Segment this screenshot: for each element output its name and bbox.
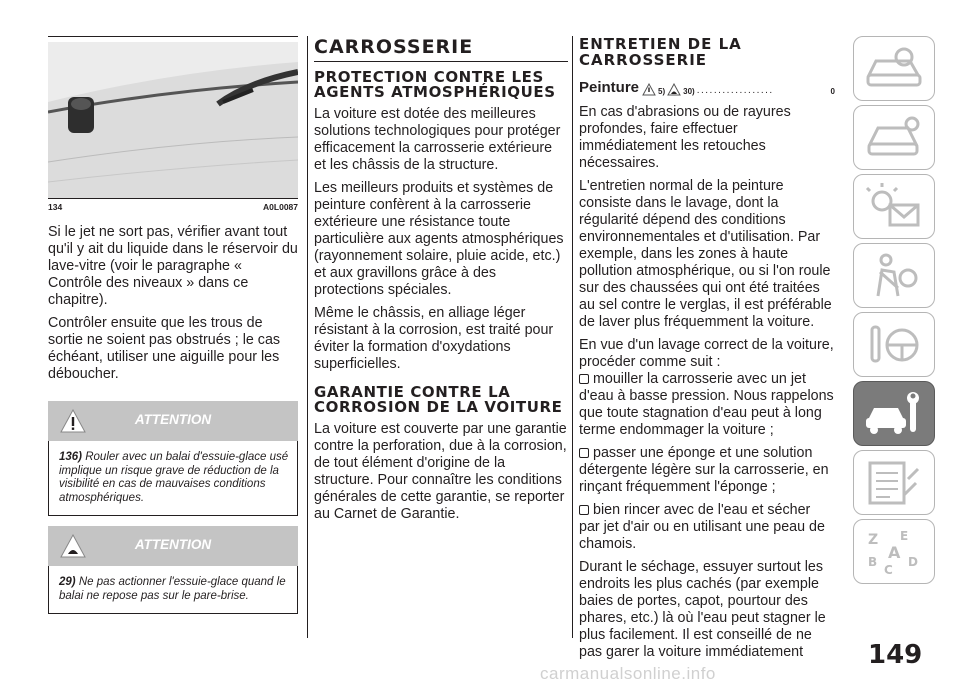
- bullet-checkbox-icon: [579, 505, 589, 515]
- reference-marker: 30): [683, 87, 695, 96]
- paragraph: Les meilleurs produits et systèmes de peinture confèrent à la carrosserie extérieure une résistance toute particulière aux agents atmosphériques (rayonnement solaire, pluie acide, etc.) et aux gravillons grâce à des protections spéciales.: [314, 180, 564, 298]
- figure-code: A0L0087: [263, 202, 298, 212]
- paragraph: En cas d'abrasions ou de rayures profondes, faire effectuer immédiatement les retouches nécessaires.: [579, 104, 791, 171]
- column-2: [314, 36, 568, 529]
- paragraph: La voiture est dotée des meilleures solutions technologiques pour protéger efficacement la carrosserie extérieure et les châssis de la structure.: [314, 106, 561, 173]
- seatbelt-airbag-icon: [864, 252, 924, 300]
- tab-index[interactable]: [853, 519, 935, 584]
- caution-body: [48, 566, 298, 614]
- svg-text:D: D: [908, 555, 918, 569]
- tab-technical-data[interactable]: [853, 450, 935, 515]
- list-item-text: bien rincer avec de l'eau et sécher: [593, 502, 811, 518]
- bullet-checkbox-icon: [579, 448, 589, 458]
- warning-body: [48, 441, 298, 516]
- list-item: [579, 445, 837, 462]
- warning-lights-icon: [864, 183, 924, 231]
- warning-triangle-icon: [642, 83, 656, 96]
- specifications-icon: [864, 459, 924, 507]
- column-1: [48, 36, 298, 624]
- reference-marker: 5): [658, 87, 666, 96]
- section-title: ENTRETIEN DE LA CARROSSERIE: [579, 35, 742, 69]
- caution-ref: 29): [59, 576, 76, 588]
- caution-title: ATTENTION: [134, 537, 212, 552]
- leader-dots: ..................: [696, 85, 774, 96]
- list-item-text: mouiller la carrosserie avec un jet: [593, 371, 806, 387]
- warning-ref: 136): [59, 451, 83, 463]
- page-number: 149: [868, 640, 923, 670]
- warning-title: ATTENTION: [134, 412, 212, 427]
- warning-text: Rouler avec un balai d'essuie-glace usé implique un risque grave de réduction de la visibilité en cas de mauvaises conditions atmosphériques.: [59, 451, 289, 504]
- wiper-nozzle-illustration: [48, 42, 298, 198]
- caution-header: [48, 526, 298, 566]
- svg-text:C: C: [884, 563, 893, 576]
- paragraph: Contrôler ensuite que les trous de sortie ne soient pas obstrués ; le cas échéant, utiliser une aiguille pour les déboucher.: [48, 315, 281, 382]
- wiper-nozzle-figure: [48, 42, 298, 198]
- tab-starting-driving[interactable]: [853, 312, 935, 377]
- list-item: [579, 502, 837, 519]
- caution-text: Ne pas actionner l'essuie-glace quand le balai ne repose pas sur le pare-brise.: [59, 576, 286, 602]
- tab-safety[interactable]: [853, 243, 935, 308]
- car-dashboard-icon: [864, 45, 924, 93]
- car-front-icon: [864, 114, 924, 162]
- subsection-label: Peinture: [579, 79, 640, 96]
- paragraph: par jet d'air ou en utilisant une peau de chamois.: [579, 519, 825, 552]
- alphabetical-index-icon: [864, 528, 924, 576]
- list-item: [579, 371, 837, 388]
- bullet-checkbox-icon: [579, 374, 589, 384]
- paragraph: Si le jet ne sort pas, vérifier avant tout qu'il y ait du liquide dans le réservoir du lave-vitre (voir le paragraphe « Contrôle des niveaux » dans ce chapitre).: [48, 224, 298, 308]
- column-3: [579, 36, 837, 667]
- svg-text:B: B: [868, 555, 878, 569]
- section-title: CARROSSERIE: [314, 36, 568, 62]
- page-reference: 0: [830, 87, 835, 96]
- tab-maintenance[interactable]: [853, 381, 935, 446]
- paragraph: Même le châssis, en alliage léger résistant à la corrosion, est traité pour éviter la formation d'oxydations superficielles.: [314, 305, 554, 372]
- column-divider-1: [307, 36, 308, 638]
- figure-number: 134: [48, 202, 63, 212]
- chapter-tab-bar: [853, 36, 935, 588]
- tab-warning-lights[interactable]: [853, 174, 935, 239]
- paragraph: détergente légère sur la carrosserie, en rinçant fréquemment l'éponge ;: [579, 462, 829, 495]
- paragraph: La voiture est couverte par une garantie contre la perforation, due à la corrosion, de tout élément d'origine de la structure. Pour connaître les conditions générales de cette garantie, se reporter au Carnet de Garantie.: [314, 421, 567, 522]
- car-wrench-icon: [864, 390, 924, 438]
- subsection-row: [579, 79, 837, 96]
- list-item-text: passer une éponge et une solution: [593, 445, 813, 461]
- watermark: carmanualsonline.info: [540, 664, 716, 683]
- caution-icon: [667, 83, 681, 96]
- paragraph: L'entretien normal de la peinture consiste dans le lavage, dont la régularité dépend des conditions environnementales et d'utilisation. Par exemple, dans les zones à haute pollution atmosphérique, ou si l'on roule sur des chaussées qui ont été traitées au sel contre le verglas, il est préférable de laver plus fréquemment la voiture.: [579, 178, 832, 330]
- paragraph: d'eau à basse pression. Nous rappelons que toute stagnation d'eau peut à long terme endommager la voiture ;: [579, 388, 834, 438]
- paragraph: En vue d'un lavage correct de la voiture, procéder comme suit :: [579, 337, 834, 370]
- column-divider-2: [572, 36, 573, 638]
- figure-caption: [48, 198, 298, 212]
- svg-text:A: A: [888, 543, 901, 562]
- svg-text:Z: Z: [868, 532, 879, 548]
- steering-wheel-key-icon: [864, 321, 924, 369]
- warning-header: [48, 401, 298, 441]
- tab-car-knowledge[interactable]: [853, 105, 935, 170]
- svg-text:E: E: [900, 529, 909, 543]
- subsection-title: GARANTIE CONTRE LA CORROSION DE LA VOITURE: [314, 383, 563, 416]
- tab-dashboard[interactable]: [853, 36, 935, 101]
- subsection-title: PROTECTION CONTRE LES AGENTS ATMOSPHÉRIQUES: [314, 68, 556, 101]
- paragraph: Durant le séchage, essuyer surtout les endroits les plus cachés (par exemple baies de portes, capot, pourtour des phares, etc.) là où l'eau peut stagner le plus facilement. Il est conseillé de ne pas garer la voiture immédiatement: [579, 559, 826, 660]
